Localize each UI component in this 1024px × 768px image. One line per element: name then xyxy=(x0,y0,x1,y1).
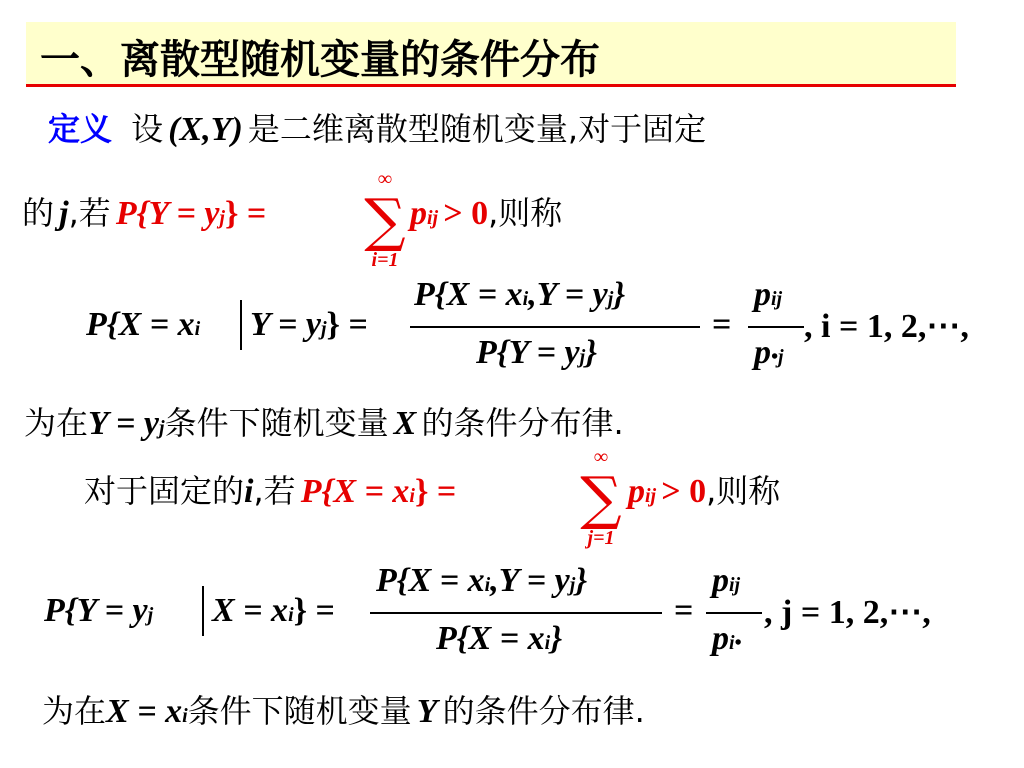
f2-eq2-text: = xyxy=(674,592,694,629)
second-i: i xyxy=(244,473,254,510)
s2-prefix: 为在 xyxy=(42,692,107,730)
formula1-eq1: } = xyxy=(326,306,368,343)
formula2-lhs-text: P{Y = y xyxy=(44,592,148,629)
formula1-eq2 xyxy=(712,306,731,344)
formula1-lhs xyxy=(86,306,200,344)
f1-den-b: } xyxy=(585,334,597,371)
formula1-denominator xyxy=(476,334,597,372)
condition2-lhs: P{X = x xyxy=(300,473,410,510)
condition1-term: p xyxy=(410,195,427,232)
formula1-lhs-text: P{X = x xyxy=(86,306,195,343)
then-call-2: ,则称 xyxy=(706,472,781,510)
s2-var: Y xyxy=(416,693,438,730)
var-j: j xyxy=(59,195,69,232)
f2-num-sub-j: j xyxy=(569,574,576,596)
s2-suffix: 条件下随机变量 xyxy=(187,692,412,730)
page-title: 一、离散型随机变量的条件分布 xyxy=(40,37,600,83)
s1-end: 的条件分布律. xyxy=(421,404,624,442)
f2-f2-num-sub: ij xyxy=(729,574,741,596)
definition-label: 定义 xyxy=(48,110,113,148)
s1-prefix: 为在 xyxy=(24,404,89,442)
sum1-lower: i=1 xyxy=(371,249,399,271)
condition2-term: p xyxy=(628,473,645,510)
s1-var: X xyxy=(393,405,417,442)
line2-prefix: 的 xyxy=(22,194,55,232)
f2-den-a: P{X = x xyxy=(436,620,545,657)
s1-suffix: 条件下随机变量 xyxy=(164,404,389,442)
f1-eq2-text: = xyxy=(712,306,732,343)
f1-num-sub-j: j xyxy=(607,288,614,310)
definition-line-2 xyxy=(22,188,266,234)
formula2-cond-sub: i xyxy=(288,604,294,626)
formula1-numerator xyxy=(414,276,625,314)
formula2-cond xyxy=(212,592,335,630)
f2-f2-den: p xyxy=(712,620,729,657)
f2-den-b: } xyxy=(550,620,563,657)
condition1-mid: } = xyxy=(224,195,267,232)
formula1-fraction2-line xyxy=(748,326,804,328)
definition-line1-text: 是二维离散型随机变量,对于固定 xyxy=(247,110,707,148)
f2-num-c: } xyxy=(575,562,588,599)
f1-num-c: } xyxy=(613,276,626,313)
second-ruo: ,若 xyxy=(253,472,296,510)
f2-den-sub: i xyxy=(544,632,551,654)
formula2-eq1: } = xyxy=(293,592,335,629)
formula1-frac2-den xyxy=(754,334,784,372)
f1-den-a: P{Y = y xyxy=(476,334,580,371)
formula2-denominator xyxy=(436,620,562,658)
condition2-mid: } = xyxy=(414,473,457,510)
f2-f2-den-sub: i• xyxy=(729,632,742,654)
s2-cond: X = x xyxy=(106,693,183,730)
f1-f2-den: p xyxy=(754,334,771,371)
formula1-frac2-num xyxy=(754,276,782,314)
s2-end: 的条件分布律. xyxy=(442,692,645,730)
second-prefix: 对于固定的 xyxy=(84,472,245,510)
sum1-sigma-icon: ∑ xyxy=(364,186,406,254)
definition-line-1 xyxy=(48,104,706,150)
condition2-sub-ij: ij xyxy=(645,485,657,507)
formula2-cond-text: X = x xyxy=(212,592,289,629)
conditional-bar-1 xyxy=(240,300,242,350)
formula2-numerator xyxy=(376,562,587,600)
condition2-sub-i: i xyxy=(409,485,415,507)
formula2-lhs xyxy=(44,592,153,630)
sum1-upper: ∞ xyxy=(377,168,393,190)
f1-tail-text: , i = 1, 2,⋯, xyxy=(804,308,969,345)
formula2-fraction-line xyxy=(370,612,662,614)
s2-sub: i xyxy=(182,705,188,727)
f2-num-b: ,Y = y xyxy=(490,562,570,599)
f1-num-b: ,Y = y xyxy=(528,276,608,313)
f1-f2-den-sub: •j xyxy=(771,346,784,368)
definition-set-word: 设 xyxy=(131,110,164,148)
f1-den-sub: j xyxy=(579,346,586,368)
then-call-1: ,则称 xyxy=(488,194,563,232)
second-line xyxy=(84,466,456,512)
formula2-frac2-den xyxy=(712,620,742,658)
conditional-bar-2 xyxy=(202,586,204,636)
formula1-cond-text: Y = y xyxy=(250,306,321,343)
f1-f2-num-sub: ij xyxy=(771,288,783,310)
formula1-lhs-sub: i xyxy=(194,318,201,340)
sub-j: j xyxy=(219,207,225,229)
condition2-right xyxy=(628,466,780,512)
formula2-eq2 xyxy=(674,592,693,630)
formula2-lhs-sub: j xyxy=(147,604,154,626)
formula2-tail xyxy=(764,592,931,632)
sum2 xyxy=(576,446,626,550)
f2-f2-num: p xyxy=(712,562,729,599)
f1-f2-num: p xyxy=(754,276,771,313)
sentence-1 xyxy=(24,398,624,444)
f2-num-a: P{X = x xyxy=(376,562,485,599)
sum2-sigma-icon: ∑ xyxy=(580,464,622,532)
f2-tail-text: , j = 1, 2,⋯, xyxy=(764,594,931,631)
formula1-cond xyxy=(250,306,368,344)
f1-num-sub-i: i xyxy=(522,288,529,310)
sub-ij: ij xyxy=(427,207,439,229)
formula1-cond-sub: j xyxy=(320,318,327,340)
condition1-rhs: > 0 xyxy=(443,195,489,232)
sentence-2 xyxy=(42,686,645,732)
sum2-upper: ∞ xyxy=(593,446,609,468)
formula1-tail xyxy=(804,306,969,346)
formula2-frac2-num xyxy=(712,562,740,600)
sum2-lower: j=1 xyxy=(587,527,615,549)
condition1-right xyxy=(410,188,562,234)
f2-num-sub-i: i xyxy=(484,574,491,596)
line2-ruo: ,若 xyxy=(68,194,111,232)
condition2-rhs: > 0 xyxy=(661,473,707,510)
s1-sub: j xyxy=(159,417,165,439)
random-pair: (X,Y) xyxy=(168,111,243,148)
formula1-fraction-line xyxy=(410,326,700,328)
s1-cond: Y = y xyxy=(88,405,159,442)
condition1-lhs: P{Y = y xyxy=(115,195,220,232)
f1-num-a: P{X = x xyxy=(414,276,523,313)
formula2-fraction2-line xyxy=(706,612,762,614)
sum1 xyxy=(360,168,410,272)
